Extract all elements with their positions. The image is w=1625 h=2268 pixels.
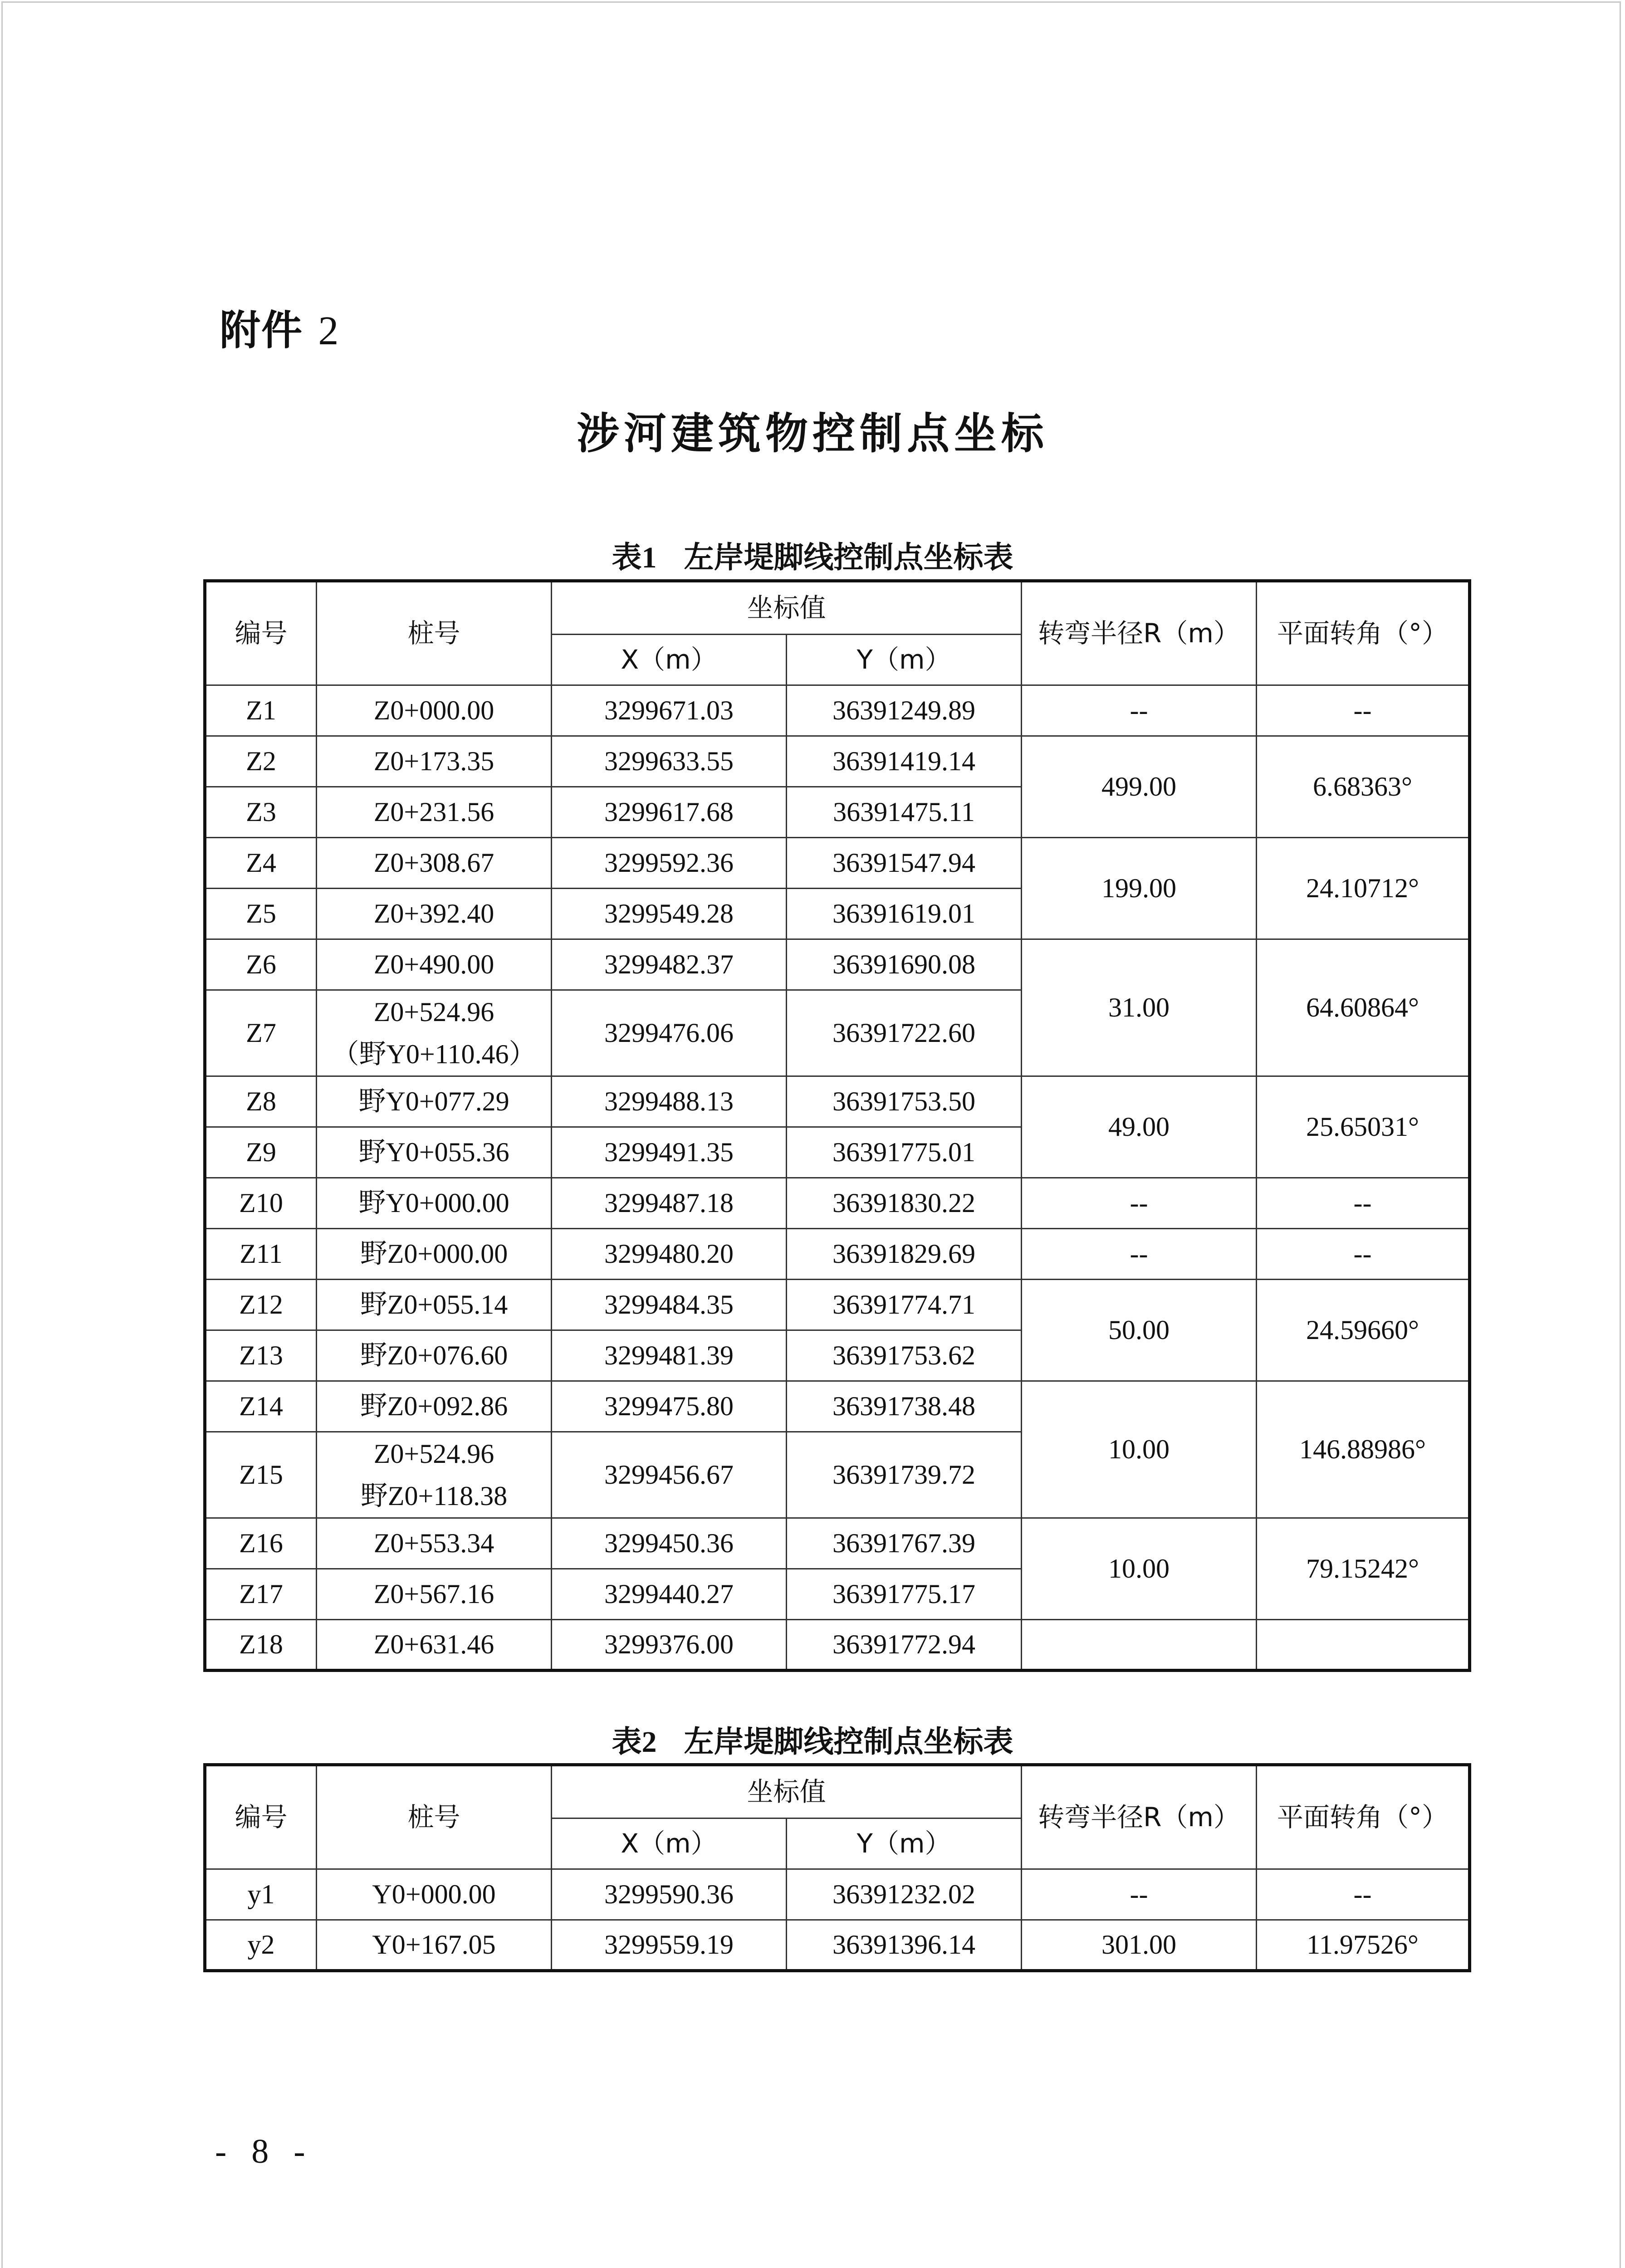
table2-caption	[0, 1717, 1625, 1760]
table1-caption	[0, 533, 1625, 576]
annex-label	[220, 297, 339, 356]
cell-x: 3299440.27	[552, 1569, 787, 1620]
cell-id: Z15	[205, 1432, 317, 1518]
cell-x: 3299484.35	[552, 1280, 787, 1330]
cell-id: Z2	[205, 736, 317, 787]
header-id: 编号	[205, 1765, 317, 1869]
cell-stake: Z0+553.34	[317, 1518, 552, 1569]
cell-stake	[317, 1432, 552, 1518]
header-angle: 平面转角（°）	[1257, 581, 1470, 685]
cell-id: Z7	[205, 990, 317, 1076]
cell-x: 3299480.20	[552, 1229, 787, 1280]
table-row	[205, 1518, 1470, 1569]
cell-x: 3299491.35	[552, 1127, 787, 1178]
table-row	[205, 1280, 1470, 1330]
cell-x: 3299476.06	[552, 990, 787, 1076]
cell-angle: 25.65031°	[1257, 1076, 1470, 1178]
table2	[203, 1763, 1471, 1972]
table-row	[205, 1229, 1470, 1280]
cell-stake: 野Y0+000.00	[317, 1178, 552, 1229]
table-row	[205, 939, 1470, 990]
cell-x: 3299549.28	[552, 889, 787, 939]
cell-radius: --	[1022, 1178, 1257, 1229]
cell-y: 36391738.48	[787, 1381, 1022, 1432]
header-x: X（m）	[552, 1818, 787, 1869]
cell-y: 36391775.01	[787, 1127, 1022, 1178]
cell-radius: 10.00	[1022, 1518, 1257, 1620]
cell-x: 3299590.36	[552, 1869, 787, 1920]
header-x: X（m）	[552, 635, 787, 685]
table-row	[205, 1869, 1470, 1920]
cell-x: 3299481.39	[552, 1330, 787, 1381]
cell-y: 36391829.69	[787, 1229, 1022, 1280]
cell-angle: 6.68363°	[1257, 736, 1470, 838]
cell-id: y2	[205, 1920, 317, 1971]
cell-radius: --	[1022, 1229, 1257, 1280]
cell-radius	[1022, 1620, 1257, 1671]
cell-stake: Y0+167.05	[317, 1920, 552, 1971]
table1-title: 左岸堤脚线控制点坐标表	[684, 539, 1013, 575]
cell-stake: Z0+567.16	[317, 1569, 552, 1620]
cell-y: 36391232.02	[787, 1869, 1022, 1920]
header-radius: 转弯半径R（m）	[1022, 1765, 1257, 1869]
annex-text: 附件	[220, 306, 303, 354]
cell-angle	[1257, 1620, 1470, 1671]
cell-y: 36391249.89	[787, 685, 1022, 736]
cell-radius: 49.00	[1022, 1076, 1257, 1178]
cell-id: Z16	[205, 1518, 317, 1569]
cell-id: Z14	[205, 1381, 317, 1432]
table-row	[205, 1920, 1470, 1971]
header-coord: 坐标值	[552, 1765, 1022, 1818]
cell-x: 3299633.55	[552, 736, 787, 787]
cell-id: y1	[205, 1869, 317, 1920]
table1	[203, 579, 1471, 1672]
cell-stake: Z0+173.35	[317, 736, 552, 787]
cell-id: Z4	[205, 838, 317, 889]
cell-x: 3299592.36	[552, 838, 787, 889]
cell-angle: --	[1257, 685, 1470, 736]
cell-stake-line2: 野Z0+118.38	[360, 1481, 508, 1511]
cell-stake: Z0+308.67	[317, 838, 552, 889]
cell-x: 3299617.68	[552, 787, 787, 838]
cell-x: 3299488.13	[552, 1076, 787, 1127]
cell-y: 36391619.01	[787, 889, 1022, 939]
cell-angle: 79.15242°	[1257, 1518, 1470, 1620]
cell-id: Z18	[205, 1620, 317, 1671]
cell-id: Z13	[205, 1330, 317, 1381]
cell-x: 3299671.03	[552, 685, 787, 736]
cell-x: 3299450.36	[552, 1518, 787, 1569]
cell-id: Z12	[205, 1280, 317, 1330]
cell-y: 36391547.94	[787, 838, 1022, 889]
table2-label: 表2	[612, 1725, 657, 1759]
cell-y: 36391772.94	[787, 1620, 1022, 1671]
cell-stake: Z0+490.00	[317, 939, 552, 990]
cell-stake	[317, 990, 552, 1076]
cell-id: Z5	[205, 889, 317, 939]
cell-y: 36391396.14	[787, 1920, 1022, 1971]
cell-stake: 野Z0+055.14	[317, 1280, 552, 1330]
cell-radius: 10.00	[1022, 1381, 1257, 1518]
cell-id: Z6	[205, 939, 317, 990]
cell-id: Z3	[205, 787, 317, 838]
cell-y: 36391775.17	[787, 1569, 1022, 1620]
cell-stake: Z0+231.56	[317, 787, 552, 838]
cell-y: 36391475.11	[787, 787, 1022, 838]
cell-y: 36391753.62	[787, 1330, 1022, 1381]
cell-y: 36391830.22	[787, 1178, 1022, 1229]
cell-y: 36391419.14	[787, 736, 1022, 787]
header-id: 编号	[205, 581, 317, 685]
cell-radius: --	[1022, 685, 1257, 736]
header-stake: 桩号	[317, 581, 552, 685]
cell-stake: Z0+631.46	[317, 1620, 552, 1671]
cell-stake: 野Z0+076.60	[317, 1330, 552, 1381]
cell-id: Z11	[205, 1229, 317, 1280]
cell-angle: --	[1257, 1178, 1470, 1229]
cell-y: 36391690.08	[787, 939, 1022, 990]
cell-stake-line1: Z0+524.96	[373, 997, 494, 1027]
cell-x: 3299456.67	[552, 1432, 787, 1518]
cell-stake: Z0+392.40	[317, 889, 552, 939]
table-row	[205, 1381, 1470, 1432]
cell-angle: 11.97526°	[1257, 1920, 1470, 1971]
cell-stake: Z0+000.00	[317, 685, 552, 736]
cell-stake: 野Y0+077.29	[317, 1076, 552, 1127]
header-y: Y（m）	[787, 635, 1022, 685]
cell-stake-line2: （野Y0+110.46）	[332, 1039, 536, 1069]
cell-radius: 499.00	[1022, 736, 1257, 838]
cell-stake: 野Z0+092.86	[317, 1381, 552, 1432]
cell-stake-line1: Z0+524.96	[373, 1438, 494, 1469]
cell-y: 36391767.39	[787, 1518, 1022, 1569]
header-stake: 桩号	[317, 1765, 552, 1869]
cell-id: Z10	[205, 1178, 317, 1229]
cell-radius: 31.00	[1022, 939, 1257, 1076]
cell-x: 3299376.00	[552, 1620, 787, 1671]
cell-angle: 146.88986°	[1257, 1381, 1470, 1518]
cell-x: 3299487.18	[552, 1178, 787, 1229]
cell-id: Z17	[205, 1569, 317, 1620]
cell-radius: 301.00	[1022, 1920, 1257, 1971]
table-row	[205, 736, 1470, 787]
cell-id: Z1	[205, 685, 317, 736]
cell-x: 3299475.80	[552, 1381, 787, 1432]
annex-number: 2	[318, 308, 340, 353]
table2-title: 左岸堤脚线控制点坐标表	[684, 1724, 1013, 1759]
table-row	[205, 838, 1470, 889]
cell-x: 3299482.37	[552, 939, 787, 990]
header-radius: 转弯半径R（m）	[1022, 581, 1257, 685]
cell-x: 3299559.19	[552, 1920, 787, 1971]
cell-angle: --	[1257, 1229, 1470, 1280]
cell-y: 36391753.50	[787, 1076, 1022, 1127]
header-y: Y（m）	[787, 1818, 1022, 1869]
cell-y: 36391774.71	[787, 1280, 1022, 1330]
cell-angle: --	[1257, 1869, 1470, 1920]
cell-stake: Y0+000.00	[317, 1869, 552, 1920]
cell-y: 36391739.72	[787, 1432, 1022, 1518]
table1-label: 表1	[612, 541, 657, 574]
cell-radius: 199.00	[1022, 838, 1257, 939]
cell-angle: 24.59660°	[1257, 1280, 1470, 1381]
document-title: 涉河建筑物控制点坐标	[576, 409, 1048, 459]
header-coord: 坐标值	[552, 581, 1022, 635]
cell-radius: --	[1022, 1869, 1257, 1920]
cell-stake: 野Y0+055.36	[317, 1127, 552, 1178]
table-row	[205, 685, 1470, 736]
header-angle: 平面转角（°）	[1257, 1765, 1470, 1869]
cell-y: 36391722.60	[787, 990, 1022, 1076]
cell-id: Z8	[205, 1076, 317, 1127]
page-number: - 8 -	[215, 2132, 313, 2170]
table-row	[205, 1178, 1470, 1229]
cell-angle: 64.60864°	[1257, 939, 1470, 1076]
cell-angle: 24.10712°	[1257, 838, 1470, 939]
cell-stake: 野Z0+000.00	[317, 1229, 552, 1280]
table-row	[205, 1076, 1470, 1127]
cell-radius: 50.00	[1022, 1280, 1257, 1381]
table-row	[205, 1620, 1470, 1671]
cell-id: Z9	[205, 1127, 317, 1178]
